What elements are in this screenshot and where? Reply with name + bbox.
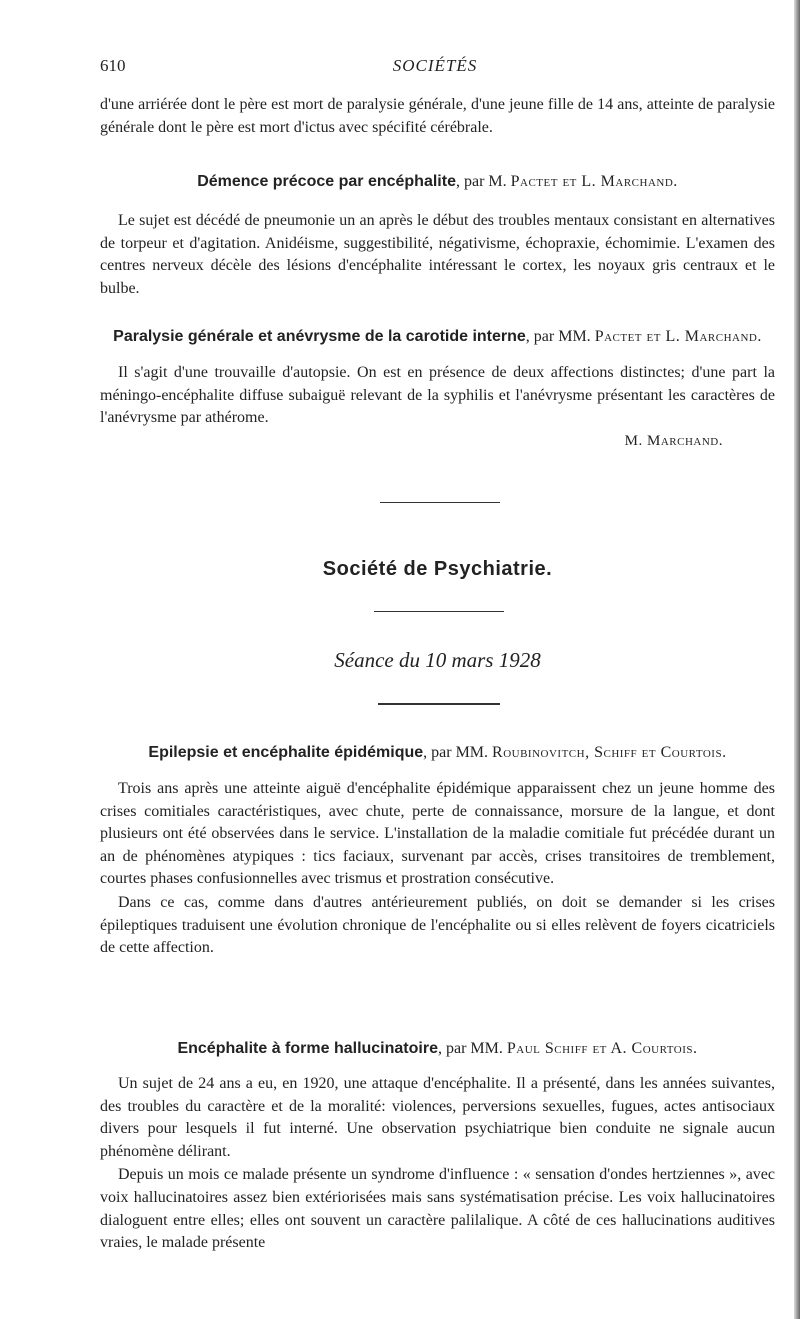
article-demence-precoce (100, 171, 775, 300)
article-authors: Roubinovitch, Schiff et Courtois. (492, 744, 727, 761)
paragraph: Trois ans après une atteinte aiguë d'encéphalite épidémique apparaissent chez un jeune homme des crises comitiales caractéristiques, avec chute, perte de connaissance, morsure de la langue, et dont plusieurs ont été observées dans le service. L'installation de la maladie comitiale fut précédée durant un an de phénomènes atypiques : tics faciaux, survenant par accès, crises transitoires de tremblement, courtes phases confusionnelles avec trismus et prostration consécutive. (100, 780, 775, 888)
article-title: Paralysie générale et anévrysme de la carotide interne, par MM. Pactet et L. Marchand. (113, 328, 762, 345)
running-header (100, 56, 770, 84)
article-title: Epilepsie et encéphalite épidémique, par MM. Roubinovitch, Schiff et Courtois. (148, 744, 727, 761)
continued-paragraph (100, 94, 775, 139)
article-epilepsie (100, 742, 775, 960)
article-authors: Pactet et L. Marchand. (594, 328, 762, 345)
article-title-text: Epilepsie et encéphalite épidémique (148, 744, 424, 761)
article-paralysie-generale (100, 326, 775, 452)
page-number: 610 (100, 56, 126, 75)
article-encephalite-hallucinatoire (100, 1038, 775, 1255)
article-title-text: Paralysie générale et anévrysme de la carotide interne (113, 328, 526, 345)
divider (374, 611, 504, 612)
article-title: Encéphalite à forme hallucinatoire, par MM. Paul Schiff et A. Courtois. (177, 1040, 698, 1057)
session-date: Séance du 10 mars 1928 (334, 648, 541, 672)
paragraph: Depuis un mois ce malade présente un syndrome d'influence : « sensation d'ondes hertziennes », avec voix hallucinatoires assez bien extériorisées mais sans systématisation précise. Les voix hallucinatoires dialoguent entre elles; elles ont souvent un caractère palilalique. A côté de ces hallucinations auditives vraies, le malade présente (100, 1166, 775, 1252)
article-title: Démence précoce par encéphalite, par M. Pactet et L. Marchand. (197, 173, 678, 190)
article-authors: Pactet et L. Marchand. (510, 173, 678, 190)
paragraph: Un sujet de 24 ans a eu, en 1920, une attaque d'encéphalite. Il a présenté, dans les années suivantes, des troubles du caractère et de la moralité: violences, perversions sexuelles, fugues, actes antisociaux divers pour lesquels il fut interné. Une observation psychiatrique bien conduite ne signale aucun phénomène délirant. (100, 1075, 775, 1160)
signature: M. Marchand. (624, 432, 723, 449)
article-title-text: Démence précoce par encéphalite (197, 173, 456, 190)
paragraph: Le sujet est décédé de pneumonie un an après le début des troubles mentaux consistant en alternatives de torpeur et d'agitation. Anidéisme, suggestibilité, négativisme, échopraxie, échomimie. L'examen des centres nerveux décèle des lésions d'encéphalite intéressant le cortex, les noyaux gris centraux et le bulbe. (100, 212, 775, 297)
paragraph: Il s'agit d'une trouvaille d'autopsie. On est en présence de deux affections distinctes; d'une part la méningo-encéphalite diffuse subaiguë relevant de la syphilis et l'anévrysme présentant les caractères de l'anévrysme par athérome. (100, 364, 775, 427)
running-title: SOCIÉTÉS (392, 56, 478, 75)
article-authors: Paul Schiff et A. Courtois. (506, 1040, 698, 1057)
paragraph: d'une arriérée dont le père est mort de paralysie générale, d'une jeune fille de 14 ans, atteinte de paralysie générale dont le père est mort d'ictus avec spécifité cérébrale. (100, 96, 775, 136)
divider (380, 502, 500, 503)
article-title-text: Encéphalite à forme hallucinatoire (177, 1040, 438, 1057)
page-edge-shadow (794, 0, 800, 1319)
divider (378, 703, 500, 705)
paragraph: Dans ce cas, comme dans d'autres antérieurement publiés, on doit se demander si les crises épileptiques traduisent une évolution chronique de l'encéphalite ou si elles relèvent de foyers cicatriciels de cette affection. (100, 893, 775, 957)
society-heading: Société de Psychiatrie. (322, 558, 553, 580)
